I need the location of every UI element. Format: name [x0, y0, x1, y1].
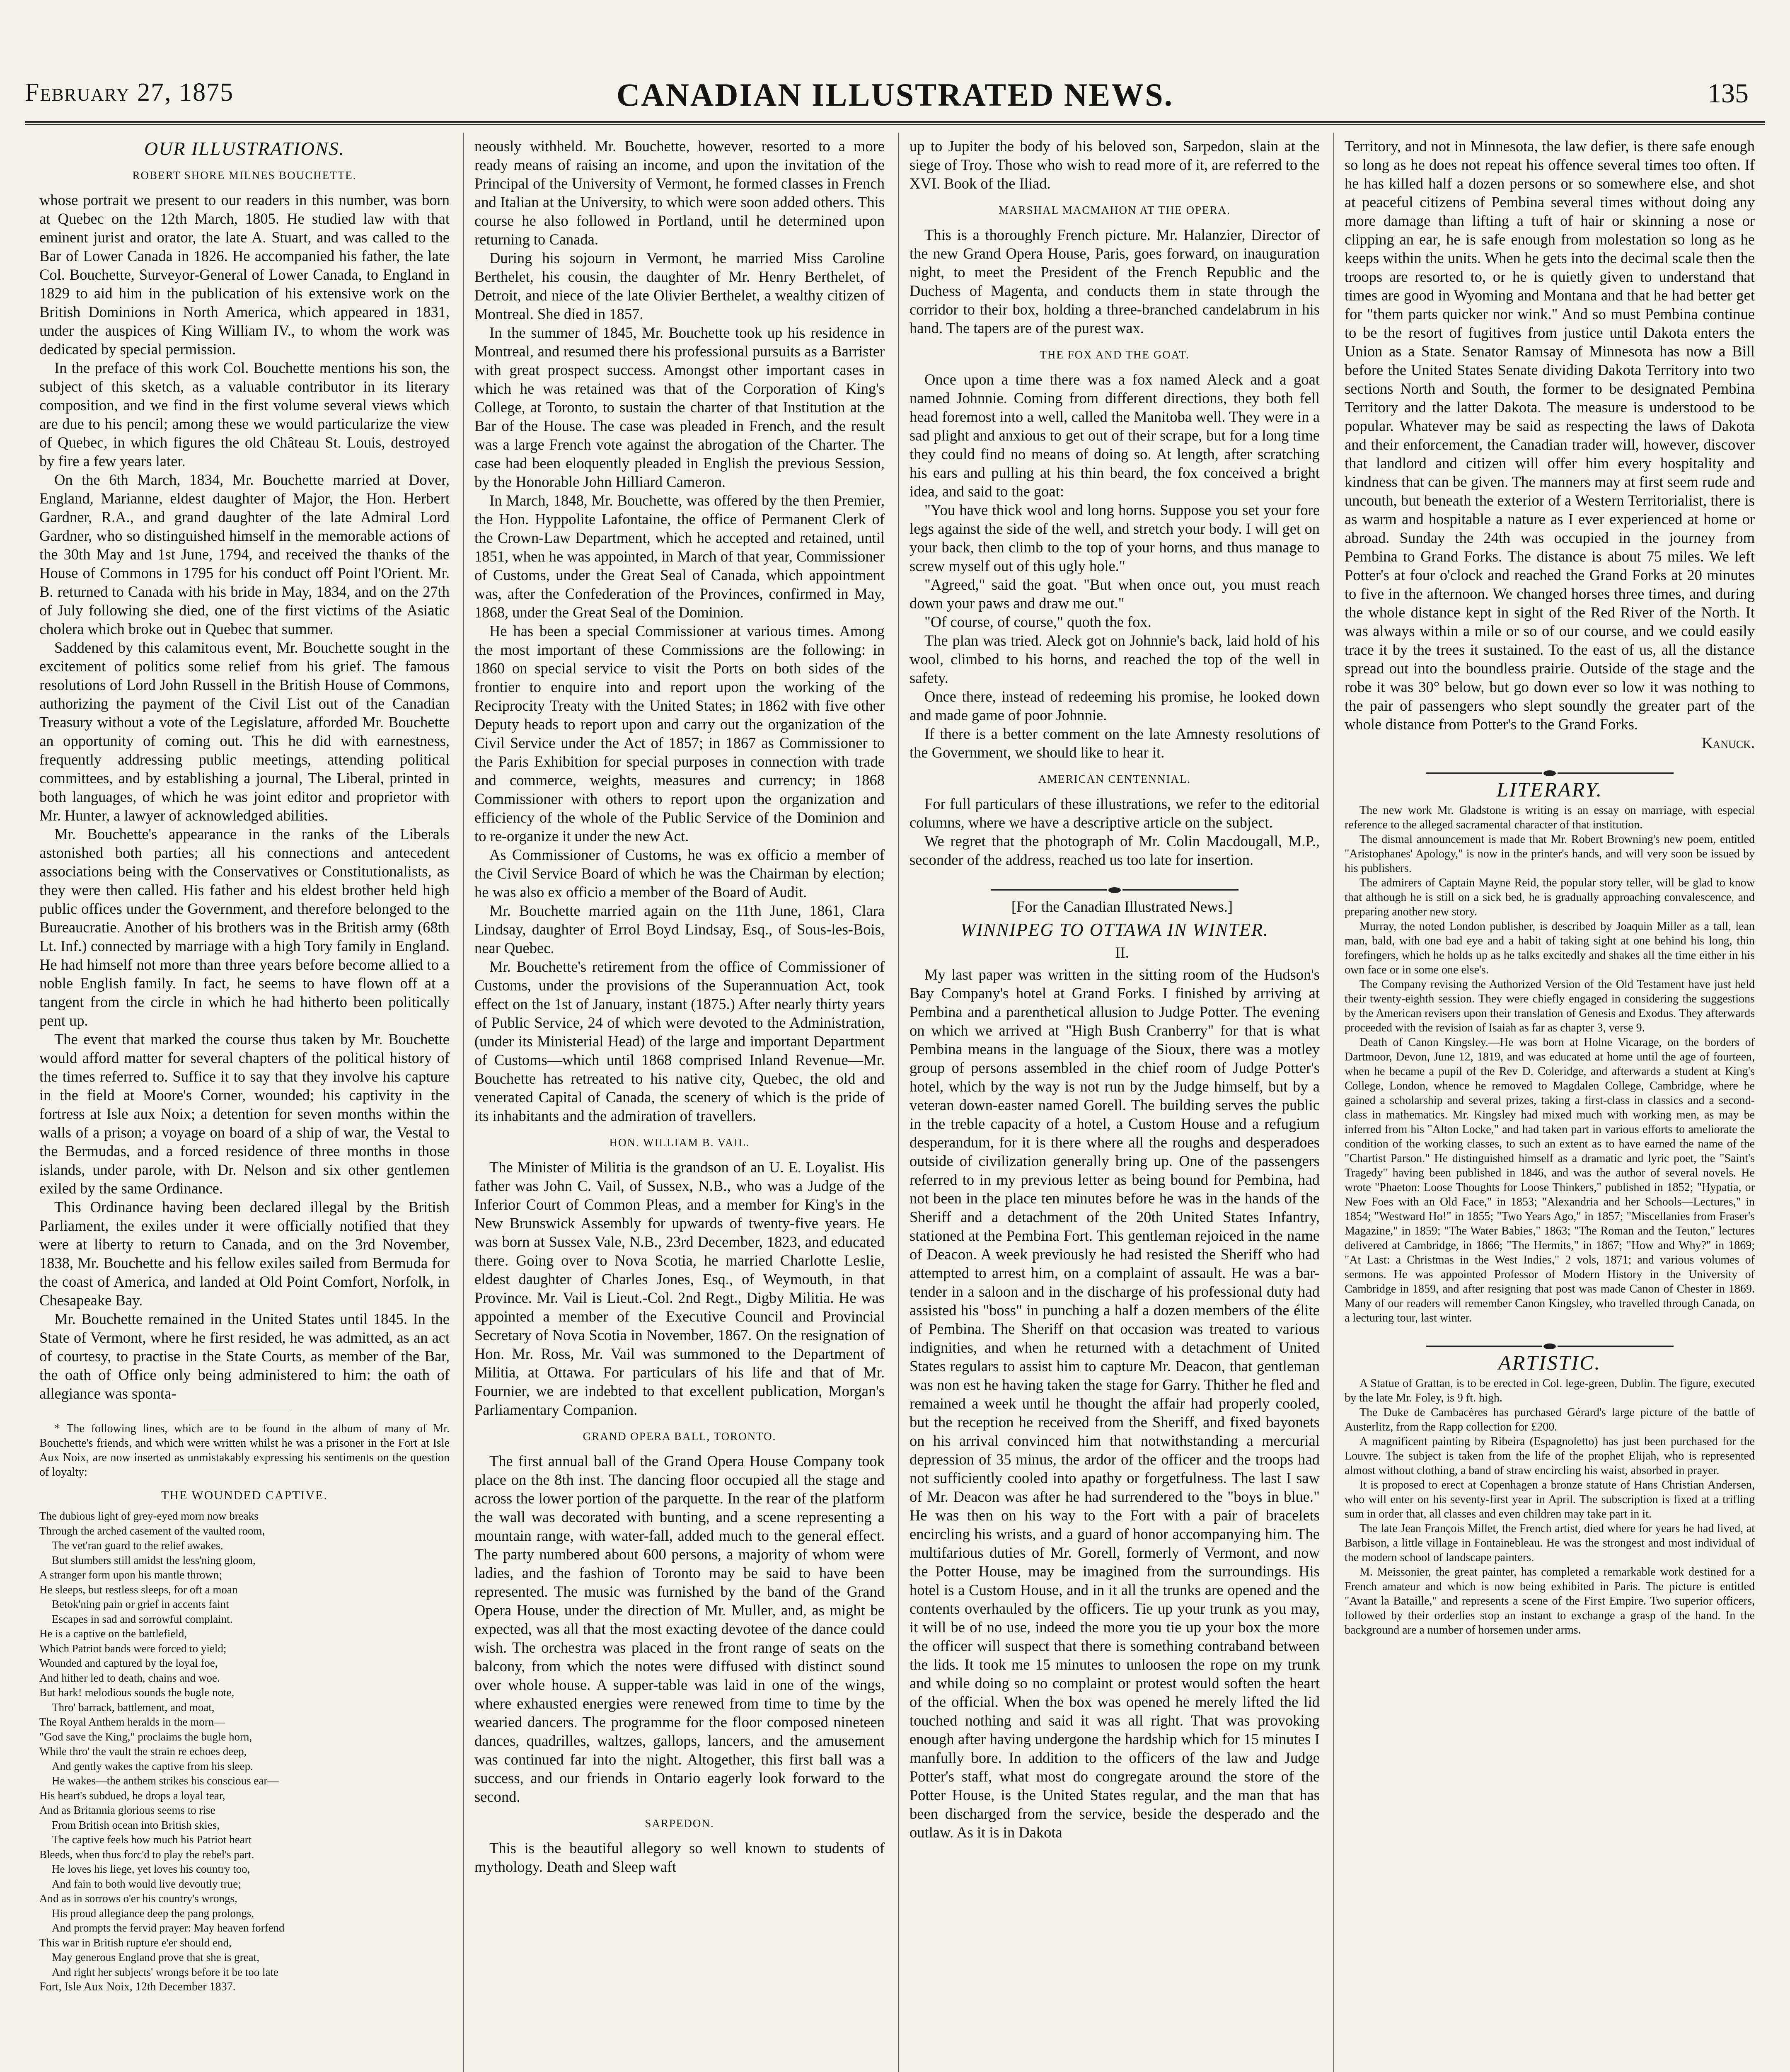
article-paragraph: up to Jupiter the body of his beloved son, Sarpedon, slain at the siege of Troy. Those who wish to read more of it, are referred to the XVI. Book of the Iliad.: [910, 138, 1320, 192]
literary-item: Death of Canon Kingsley.—He was born at Holne Vicarage, on the borders of Dartmoor, Devon, June 12, 1819, and was educated at home until the age of fourteen, when he became a pupil of the Rev D. Coleridge, and afterwards a student at King's College, London, whence he removed to Magdalen College, Cambridge, where he gained a scholarship and several prizes, taking a first-class in classics and a second-class in mathematics. Mr. Kingsley had mixed much with working men, as may be inferred from his "Alton Locke," and had taken part in various efforts to ameliorate the condition of the working classes, to such an extent as to have earned the name of the "Chartist Parson." He distinguished himself as a dramatic and lyric poet, the "Saint's Tragedy" having been published in 1846, and was the author of several novels. He wrote "Phaeton: Loose Thoughts for Loose Thinkers," published in 1852; "Hypatia, or New Foes with an Old Face," in 1853; "Alexandria and her Schools—Lectures," in 1854; "Westward Ho!" in 1855; "Two Years Ago," in 1857; "Miscellanies from Fraser's Magazine," in 1859; "The Water Babies," 1863; "The Roman and the Teuton," lectures delivered at Cambridge, in 1866; "The Hermits," in 1867; "How and Why?" in 1869; "At Last: a Christmas in the West Indies," 2 vols, 1871; and various volumes of sermons. He was appointed Professor of Modern History in the University of Cambridge in 1859, and after resigning that post was made Canon of Chester in 1869. Many of our readers will remember Canon Kingsley, who travelled through Canada, on a lecturing tour, last winter.: [1345, 1036, 1755, 1324]
article-paragraph: The first annual ball of the Grand Opera House Company took place on the 8th inst. The dancing floor occupied all the stage and across the lower portion of the parquette. In the rear of the platform the wall was decorated with bunting, and a scene representing a mountain range, with water-fall, added much to the general effect. The party numbered about 600 persons, a majority of whom were ladies, and the fashion of Toronto may be said to have been represented. The music was furnished by the band of the Grand Opera House, under the direction of Mr. Muller, and, as might be expected, was all that the most exacting devotee of the dance could wish. The orchestra was placed in the front range of seats on the balcony, from which the notes were diffused with distinct sound over whole house. A supper-table was laid in one of the wings, where exhausted energies were renewed from time to time by the wearied dancers. The programme for the floor composed nineteen dances, quadrilles, waltzes, gallops, lancers, and the amusement was continued far into the night. Altogether, this first ball was a success, and our friends in Ontario eagerly look forward to the second.: [474, 1452, 885, 1805]
ornamental-divider: [1345, 1335, 1755, 1343]
poem-title: THE WOUNDED CAPTIVE.: [161, 1489, 328, 1502]
article-title-winnipeg: WINNIPEG TO OTTAWA IN WINTER.: [960, 920, 1269, 940]
article-paragraph: In the preface of this work Col. Bouchette mentions his son, the subject of this sketch, as a valuable contributor in its literary composition, and we find in the first volume several views which are due to his pencil; among these we would particularize the view of Quebec, in which figures the old Château St. Louis, destroyed by fire a few years later.: [39, 359, 450, 470]
article-paragraph: As Commissioner of Customs, he was ex officio a member of the Civil Service Board of which he was the Chairman by election; he was also ex officio a member of the Board of Audit.: [474, 846, 885, 900]
column-divider: [463, 133, 464, 2072]
poem-line: Wounded and captured by the loyal foe,: [39, 1657, 218, 1669]
poem-line: While thro' the vault the strain re echoes deep,: [39, 1745, 247, 1757]
ornamental-divider: [1345, 762, 1755, 770]
poem-line: He is a captive on the battlefield,: [39, 1627, 187, 1640]
poem-line: Which Patriot bands were forced to yield;: [39, 1642, 227, 1655]
article-paragraph: The event that marked the course thus taken by Mr. Bouchette would afford matter for several chapters of the political history of the times referred to. Suffice it to say that they involve his capture in the field at Moore's Corner, wounded; his captivity in the fortress at Isle aux Noix; a detention for seven months within the walls of a prison; a voyage on board of a ship of war, the Vestal to the Bermudas, and a forced residence of three months in those islands, under parole, with Dr. Nelson and six other gentlemen exiled by the same Ordinance.: [39, 1031, 450, 1197]
article-paragraph: He has been a special Commissioner at various times. Among the most important of these Commissions are the following: in 1860 on special service to visit the Ports on both sides of the frontier to enquire into and report upon the working of the Reciprocity Treaty with the United States; in 1862 with five other Deputy heads to report upon and carry out the organization of the Civil Service under the Act of 1857; in 1867 as Commissioner to the Paris Exhibition for special purposes in connection with trade and commerce, weights, measures and currency; in 1868 Commissioner with others to report upon the organization and efficiency of the whole of the Public Service of the Dominion and to re-organize it under the new Act.: [474, 622, 885, 845]
section-heading-illustrations: OUR ILLUSTRATIONS.: [144, 138, 345, 159]
article-paragraph: During his sojourn in Vermont, he married Miss Caroline Berthelet, his cousin, the daughter of Mr. Henry Berthelet, of Detroit, and niece of the late Olivier Berthelet, a wealthy citizen of Montreal. She died in 1857.: [474, 249, 885, 322]
article-paragraph: Mr. Bouchette's appearance in the ranks of the Liberals astonished both parties; all his connections and antecedent associations being with the Conservatives or Constitutionalists, as they were then called. His father and his eldest brother held high public offices under the Government, and therefore belonged to the Bureaucratie. Another of his brothers was in the British army (68th Lt. Inf.) connected by marriage with a high Tory family in England. He had himself not more than three years before become allied to a noble English family. In fact, he seems to have flown off at a tangent from the circle in which he had hitherto been politically pent up.: [39, 825, 450, 1029]
section-heading-artistic: ARTISTIC.: [1498, 1351, 1601, 1374]
poem-line: The captive feels how much his Patriot heart: [52, 1833, 252, 1846]
literary-item: Murray, the noted London publisher, is described by Joaquin Miller as a tall, lean man, bald, with one bad eye and a habit of taking sight at one behind his long, thin forefingers, which he holds up as he talks excitedly and shakes all the time either in his own face or in some one else's.: [1345, 920, 1755, 976]
artistic-item: A magnificent painting by Ribeira (Espagnoletto) has just been purchased for the Louvre. The subject is taken from the life of the prophet Elijah, who is represented almost without clothing, a band of straw encircling his waist, absorbed in prayer.: [1345, 1435, 1755, 1477]
poem: [39, 1509, 450, 1980]
article-paragraph: whose portrait we present to our readers in this number, was born at Quebec on the 12th March, 1805. He studied law with that eminent jurist and orator, the late A. Stuart, and was called to the Bar of Lower Canada in 1826. He accompanied his father, the late Col. Bouchette, Surveyor-General of Lower Canada, to England in 1829 to aid him in the publication of his extensive work on the British Dominions in North America, which appeared in 1831, under the auspices of King William IV., to whom the work was dedicated by special permission.: [39, 191, 450, 358]
poem-line: He wakes—the anthem strikes his conscious ear—: [52, 1774, 279, 1787]
poem-line: A stranger form upon his mantle thrown;: [39, 1569, 222, 1581]
poem-line: The Royal Anthem heralds in the morn—: [39, 1716, 225, 1728]
issue-date: February 27, 1875: [25, 78, 234, 107]
literary-item: The new work Mr. Gladstone is writing is an essay on marriage, with especial reference to the alleged sacramental character of that institution.: [1345, 804, 1755, 831]
article-paragraph: Mr. Bouchette's retirement from the office of Commissioner of Customs, under the provisions of the Superannuation Act, took effect on the 1st of January, instant (1875.) After nearly thirty years of Public Service, 24 of which were devoted to the Administration, (under its Ministerial Head) of the large and important Department of Customs—which until 1868 comprised Inland Revenue—Mr. Bouchette has retreated to his native city, Quebec, the old and venerated Capital of Canada, the scenery of which is the pride of its inhabitants and the admiration of travellers.: [474, 958, 885, 1124]
article-paragraph: "Agreed," said the goat. "But when once out, you must reach down your paws and draw me out.": [910, 576, 1320, 612]
poem-line: Bleeds, when thus forc'd to play the rebel's part.: [39, 1848, 254, 1861]
column-1: [39, 137, 450, 2072]
footnote: * The following lines, which are to be found in the album of many of Mr. Bouchette's friends, and which were written whilst he was a prisoner in the Fort at Isle Aux Noix, are now inserted as unmistakably expressing his sentiments on the question of loyalty:: [39, 1422, 450, 1479]
poem-line: Escapes in sad and sorrowful complaint.: [52, 1612, 233, 1625]
column-3: [910, 137, 1320, 2072]
masthead-rule-thin: [25, 124, 1765, 125]
article-paragraph: If there is a better comment on the late Amnesty resolutions of the Government, we should like to hear it.: [910, 725, 1320, 761]
section-heading-literary: LITERARY.: [1496, 778, 1603, 801]
column-2: [474, 137, 885, 2072]
poem-line: And prompts the fervid prayer: May heaven forfend: [52, 1922, 285, 1934]
artistic-item: The Duke de Cambacères has purchased Gérard's large picture of the battle of Austerlitz, from the Rapp collection for £200.: [1345, 1406, 1755, 1433]
article-paragraph: We regret that the photograph of Mr. Colin Macdougall, M.P., seconder of the address, reached us too late for insertion.: [910, 833, 1320, 868]
poem-line: Through the arched casement of the vaulted room,: [39, 1524, 265, 1537]
literary-item: The dismal announcement is made that Mr. Robert Browning's new poem, entitled "Aristophanes' Apology," is now in the printer's hands, and will very soon be issued by his publishers.: [1345, 833, 1755, 875]
article-paragraph: For full particulars of these illustrations, we refer to the editorial columns, where we have a descriptive article on the subject.: [910, 795, 1320, 831]
article-heading-centennial: AMERICAN CENTENNIAL.: [1038, 773, 1191, 785]
article-paragraph: The plan was tried. Aleck got on Johnnie's back, laid hold of his wool, climbed to his horns, and reached the top of the well in safety.: [910, 632, 1320, 686]
poem-line: And hither led to death, chains and woe.: [39, 1671, 220, 1684]
poem-line: This war in British rupture e'er should end,: [39, 1936, 232, 1949]
article-part-number: II.: [1115, 944, 1129, 961]
article-paragraph: In March, 1848, Mr. Bouchette, was offered by the then Premier, the Hon. Hyppolite Lafontaine, the office of Permanent Clerk of the Crown-Law Department, which he accepted and retained, until 1851, when he was appointed, in March of that year, Commissioner of Customs, under the Great Seal of Canada, which appointment was, after the Confederation of the Provinces, confirmed in May, 1868, under the Great Seal of the Dominion.: [474, 492, 885, 621]
article-paragraph: This Ordinance having been declared illegal by the British Parliament, the exiles under it were officially notified that they were at liberty to return to Canada, and on the 3rd November, 1838, Mr. Bouchette and his fellow exiles sailed from Bermuda for the coast of America, and landed at Old Point Comfort, Norfolk, in Chesapeake Bay.: [39, 1198, 450, 1309]
poem-line: And right her subjects' wrongs before it be too late: [52, 1965, 278, 1978]
article-heading-macmahon: MARSHAL MACMAHON AT THE OPERA.: [999, 204, 1231, 216]
newspaper-title: CANADIAN ILLUSTRATED NEWS.: [616, 77, 1174, 113]
article-heading-bouchette: ROBERT SHORE MILNES BOUCHETTE.: [132, 169, 357, 182]
poem-line: He sleeps, but restless sleeps, for oft a moan: [39, 1583, 238, 1596]
poem-line: From British ocean into British skies,: [52, 1818, 220, 1831]
artistic-item: The late Jean François Millet, the French artist, died where for years he had lived, at Barbison, a little village in Fontainebleau. He was the strongest and most individual of the modern school of landscape painters.: [1345, 1522, 1755, 1564]
poem-line: "God save the King," proclaims the bugle horn,: [39, 1730, 252, 1743]
page-number: 135: [1708, 78, 1749, 109]
poem-signoff: Fort, Isle Aux Noix, 12th December 1837.: [39, 1980, 236, 1993]
article-paragraph: "You have thick wool and long horns. Suppose you set your fore legs against the side of the well, and stretch your body. I will get on your back, then climb to the top of your horns, and thus manage to screw myself out of this ugly hole.": [910, 501, 1320, 574]
article-paragraph: "Of course, of course," quoth the fox.: [924, 613, 1151, 630]
artistic-item: A Statue of Grattan, is to be erected in Col. lege-green, Dublin. The figure, executed by the late Mr. Foley, is 9 ft. high.: [1345, 1377, 1755, 1404]
poem-line: The vet'ran guard to the relief awakes,: [52, 1539, 223, 1552]
column-divider: [898, 133, 899, 2072]
literary-item: The admirers of Captain Mayne Reid, the popular story teller, will be glad to know that although he is still on a sick bed, he is gradually approaching convalescence, and preparing another new story.: [1345, 876, 1755, 918]
article-heading-sarpedon: SARPEDON.: [645, 1817, 714, 1830]
poem-line: His proud allegiance deep the pang prolongs,: [52, 1907, 254, 1920]
article-paragraph: Once there, instead of redeeming his promise, he looked down and made game of poor Johnnie.: [910, 688, 1320, 724]
artistic-item: M. Meissonier, the great painter, has completed a remarkable work destined for a French amateur and which is now being exhibited in Paris. The picture is entitled "Avant la Bataille," and represents a scene of the First Empire. Two superior officers, followed by their orderlies stop an instant to exchange a grasp of the hand. In the background are a number of horsemen under arms.: [1345, 1566, 1755, 1636]
poem-line: And fain to both would live devoutly true;: [52, 1877, 241, 1890]
article-paragraph: In the summer of 1845, Mr. Bouchette took up his residence in Montreal, and resumed there his professional pursuits as a Barrister with great prospect success. Amongst other important cases in which he was retained was that of the Corporation of King's College, at Toronto, to sustain the charter of that Institution at the Bar of the House. The case was pleaded in French, and the result was a large French vote against the abrogation of the Charter. The case had been eloquently pleaded in English the previous Session, by the Honorable John Hilliard Cameron.: [474, 324, 885, 490]
poem-line: But hark! melodious sounds the bugle note,: [39, 1686, 235, 1699]
masthead-rule: [25, 121, 1765, 123]
article-paragraph: The Minister of Militia is the grandson of an U. E. Loyalist. His father was John C. Vail, of Sussex, N.B., who was a Judge of the Inferior Court of Common Pleas, and a member for King's in the New Brunswick Assembly for upwards of twenty-five years. He was born at Sussex Vale, N.B., 23rd December, 1823, and educated there. Going over to Nova Scotia, he married Charlotte Leslie, eldest daughter of Charles Jones, Esq., of Weymouth, in that Province. Mr. Vail is Lieut.-Col. 2nd Regt., Digby Militia. He was appointed a member of the Executive Council and Provincial Secretary of Nova Scotia in November, 1867. On the resignation of Hon. Mr. Ross, Mr. Vail was summoned to the Department of Militia, at Ottawa. For particulars of his life and that of Mr. Fournier, we are indebted to that excellent publication, Morgan's Parliamentary Companion.: [474, 1159, 885, 1418]
article-signature: Kanuck.: [1702, 734, 1755, 751]
poem-line: The dubious light of grey-eyed morn now breaks: [39, 1510, 259, 1522]
poem-line: May generous England prove that she is great,: [52, 1951, 259, 1963]
article-paragraph: This is the beautiful allegory so well known to students of mythology. Death and Sleep waft: [474, 1840, 885, 1875]
article-paragraph: On the 6th March, 1834, Mr. Bouchette married at Dover, England, Marianne, eldest daughter of Major, the Hon. Herbert Gardner, R.A., and grand daughter of the late Admiral Lord Gardner, who so distinguished himself in the memorable actions of the 30th May and 1st June, 1794, and received the thanks of the House of Commons in 1795 for his conduct off Point l'Orient. Mr. B. returned to Canada with his bride in May, 1834, and on the 27th of July following she died, one of the first victims of the Asiatic cholera which broke out in Quebec that summer.: [39, 471, 450, 637]
poem-line: And as in sorrows o'er his country's wrongs,: [39, 1892, 237, 1905]
poem-line: But slumbers still amidst the less'ning gloom,: [52, 1554, 256, 1566]
article-paragraph: Territory, and not in Minnesota, the law defier, is there safe enough so long as he does not repeat his offence several times too often. If he has killed half a dozen persons or so somewhere else, and shot at peaceful citizens of Pembina several times without doing any more damage than lifting a tuft of hair or skinning a nose or clipping an ear, he is safe enough from molestation so long as he keeps within the units. When he gets into the decimal scale then the troops are resorted to, or he is quietly given to understand that times are good in Wyoming and Montana and that he had better get for "them parts quicker nor wink." And so must Pembina continue to be the resort of fugitives from justice until Dakota enters the Union as a State. Senator Ramsay of Minnesota has now a Bill before the United States Senate dividing Dakota Territory into two sections North and South, the former to be designated Pembina Territory and the latter Dakota. The measure is understood to be popular. Whatever may be said as respecting the laws of Dakota and their enforcement, the Canadian trader will, however, discover that landlord and citizen will offer him every hospitality and kindness that can be given. The manners may at first seem rude and uncouth, but beneath the exterior of a Western Territorialist, there is as warm and hospitable a nature as I ever experienced at home or abroad. Sunday the 24th was occupied in the journey from Pembina to Grand Forks. The distance is about 75 miles. We left Potter's at four o'clock and reached the Grand Forks at 20 minutes to five in the afternoon. We changed horses three times, and during the whole distance kept in sight of the Red River of the North. It was always within a mile or so of our course, and we could easily trace it by the trees it sustained. To the east of us, all the distance spread out into the boundless prairie. Outside of the stage and the robe it was 30° below, but go down ever so low it was nothing to the pair of passengers who slept soundly the greater part of the whole distance from Potter's to the Grand Forks.: [1345, 138, 1755, 733]
article-paragraph: Mr. Bouchette married again on the 11th June, 1861, Clara Lindsay, daughter of Errol Boyd Lindsay, Esq., of Sous-les-Bois, near Quebec.: [474, 902, 885, 956]
article-paragraph: My last paper was written in the sitting room of the Hudson's Bay Company's hotel at Grand Forks. I finished by arriving at Pembina and a parenthetical allusion to Judge Potter. The evening on which we arrived at "High Bush Cranberry" for that is what Pembina means in the language of the Sioux, there was a motley group of persons assembled in the chief room of Judge Potter's hotel, which by the way is not run by the Judge himself, but by a veteran down-easter named Gorell. The building serves the public in the treble capacity of a hotel, a Custom House and a refugium desperandum, for it is there where all the roughs and desperadoes outside of civilization generally bring up. One of the passengers referred to in my previous letter as being bound for Pembina, had not been in the place ten minutes before he was in the hands of the Sheriff and a detachment of the 20th United States Infantry, stationed at the Pembina Fort. This gentleman rejoiced in the name of Deacon. A week previously he had resisted the Sheriff who had attempted to arrest him, on a complaint of assault. He was a bar-tender in a saloon and in the discharge of his professional duty had assisted his "boss" in punching a half a dozen members of the élite of Pembina. The Sheriff on that occasion was treated to various indignities, and when he returned with a detachment of United States regulars to assist him to capture Mr. Deacon, that gentleman was non est he having taken the stage for Garry. Thither he fled and remained a week until he thought the affair had properly cooled, but the reception he received from the Sheriff, and fixed bayonets on his arrival convinced him that notwithstanding a mercurial depression of 35 minus, the ardor of the officer and the troops had not sufficiently cooled into apathy or forgetfulness. The last I saw of Mr. Deacon was after he had surrendered to the "boys in blue." He was then on his way to the Fort with a pair of bracelets encircling his wrists, and a guard of honor accompanying him. The multifarious duties of Mr. Gorell, formerly of Vermont, and now the Potter House, may be imagined from the surroundings. His hotel is a Custom House, and in it all the trunks are opened and the contents overhauled by the officers. Tie up your trunk as you may, it will be of no use, indeed the more you tie up your box the more the officer will suspect that there is something contraband between the lids. It took me 15 minutes to unloosen the rope on my trunk and while doing so no complaint or protest would soften the heart of the official. When the box was opened he merely lifted the lid touched nothing and said it was all right. That was provoking enough after having undergone the hardship which for 15 minutes I manfully bore. In addition to the officers of the law and Judge Potter's staff, what most do congregate around the store of the Potter House, is the United States regular, and the man that has been discharged from the service, beside the desperado and the outlaw. As it is in Dakota: [910, 966, 1320, 1841]
column-4: [1345, 137, 1755, 2072]
article-paragraph: Saddened by this calamitous event, Mr. Bouchette sought in the excitement of politics some relief from his grief. The famous resolutions of Lord John Russell in the British House of Commons, authorizing the payment of the Civil List out of the Canadian Treasury without a vote of the Legislature, afforded Mr. Bouchette an opportunity of coming out. This he did with earnestness, frequently addressing public meetings, attending political committees, and by establishing a journal, The Liberal, printed in both languages, of which he was joint editor and proprietor with Mr. Hunter, a lawyer of acknowledged abilities.: [39, 639, 450, 824]
article-paragraph: Mr. Bouchette remained in the United States until 1845. In the State of Vermont, where he first resided, he was admitted, as an act of courtesy, to practise in the State Courts, as member of the Bar, the oath of Office only being administered to him: the oath of allegiance was sponta-: [39, 1310, 450, 1402]
masthead: [25, 75, 1765, 120]
article-paragraph: This is a thoroughly French picture. Mr. Halanzier, Director of the new Grand Opera House, Paris, goes forward, on inauguration night, to meet the President of the French Republic and the Duchess of Magenta, and conducts them in state through the corridor to their box, holding a three-branched candelabrum in his hand. The tapers are of the purest wax.: [910, 226, 1320, 336]
article-paragraph: neously withheld. Mr. Bouchette, however, resorted to a more ready means of raising an income, and upon the invitation of the Principal of the University of Vermont, he formed classes in French and Italian at the University, to which were soon added others. This course he also followed in Portland, until he determined upon returning to Canada.: [474, 138, 885, 248]
article-heading-vail: HON. WILLIAM B. VAIL.: [609, 1136, 750, 1149]
poem-line: And as Britannia glorious seems to rise: [39, 1804, 215, 1816]
poem-line: Thro' barrack, battlement, and moat,: [52, 1701, 215, 1714]
literary-item: The Company revising the Authorized Version of the Old Testament have just held their twenty-eighth session. They were chiefly engaged in considering the suggestions by the American revisers upon their translation of Genesis and Exodus. They afterwards proceeded with the revision of Isaiah as far as chapter 3, verse 9.: [1345, 978, 1755, 1034]
poem-line: Betok'ning pain or grief in accents faint: [52, 1598, 229, 1610]
poem-line: And gently wakes the captive from his sleep.: [52, 1760, 253, 1772]
poem-line: His heart's subdued, he drops a loyal tear,: [39, 1789, 225, 1802]
article-credit: [For the Canadian Illustrated News.]: [1011, 898, 1233, 915]
article-paragraph: Once upon a time there was a fox named Aleck and a goat named Johnnie. Coming from different directions, they both fell head foremost into a well, called the Manitoba well. They were in a sad plight and anxious to get out of their scrape, but for a long time they could find no means of doing so. At length, after scratching his ears and pulling at his thin beard, the fox conceived a bright idea, and said to the goat:: [910, 371, 1320, 500]
column-divider: [1333, 133, 1334, 2072]
poem-line: He loves his liege, yet loves his country too,: [52, 1863, 250, 1875]
article-heading-fox-goat: THE FOX AND THE GOAT.: [1040, 349, 1190, 361]
article-heading-opera-ball: GRAND OPERA BALL, TORONTO.: [583, 1430, 776, 1443]
ornamental-divider: [910, 879, 1320, 887]
artistic-item: It is proposed to erect at Copenhagen a bronze statute of Hans Christian Andersen, who will enter on his seventy-first year in April. The subscription is fixed at a trifling sum in order that, all classes and even children may take part in it.: [1345, 1479, 1755, 1520]
